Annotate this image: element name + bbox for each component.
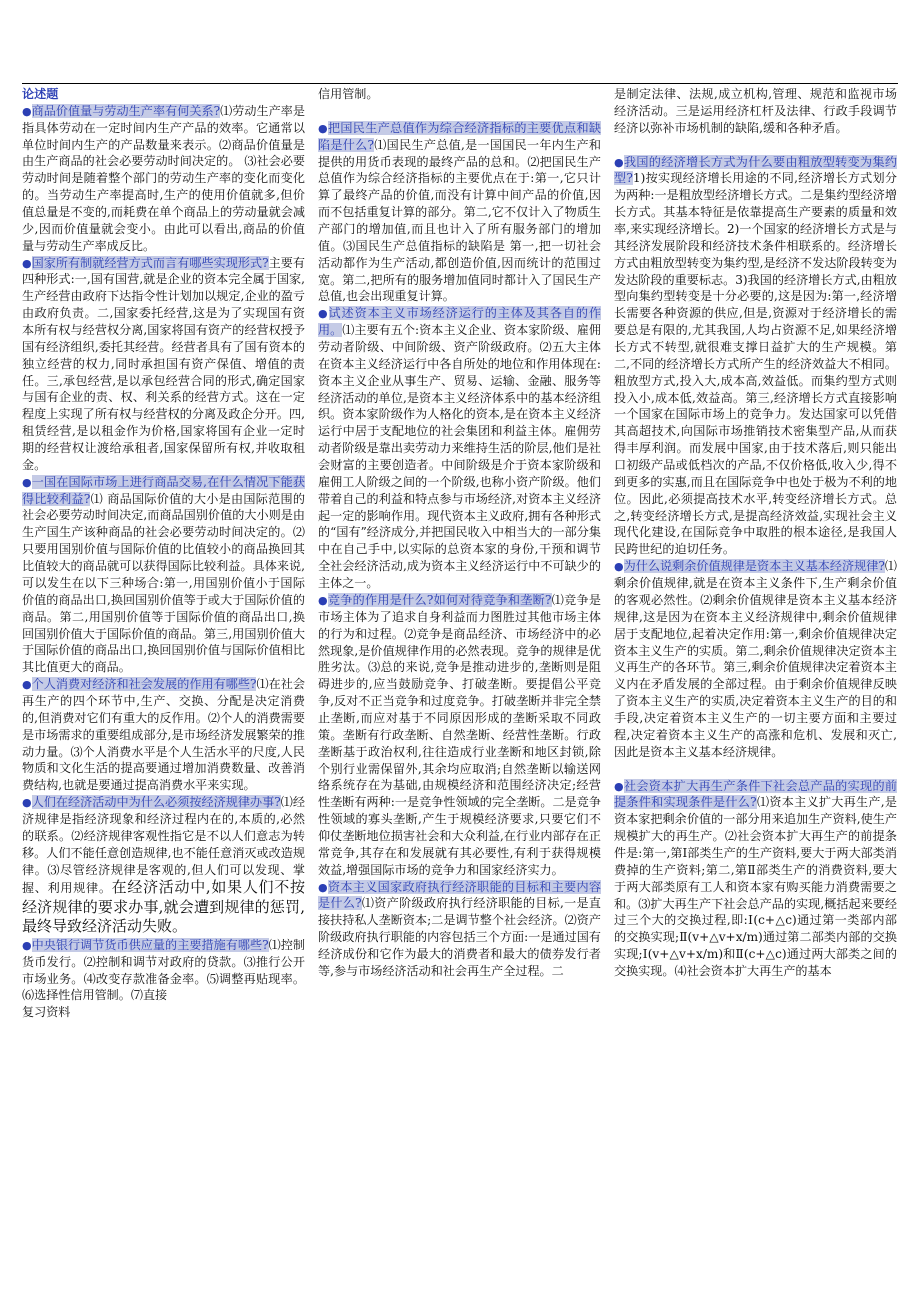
bullet-icon: ● (318, 307, 329, 321)
question-item (614, 558, 897, 760)
bullet-icon: ● (22, 678, 32, 692)
column-left (22, 86, 305, 1278)
continued-text: 是制定法律、法规,成立机构,管理、规范和监视市场经济活动。三是运用经济杠杆及法律、行政手段调节经济以弥补市场机制的缺陷,缓和各种矛盾。 (614, 87, 897, 135)
bullet-icon: ● (614, 560, 624, 574)
answer-text: ⑴资产阶级政府执行经济职能的目标,一是直接扶持私人垄断资本;二是调节整个社会经济。⑵资产阶级政府执行职能的内容包括三个方面:一是通过国有经济成份和它作为最大的消费者和最大的债券发行者等,参与市场经济活动和社会再生产全过程。二 (318, 896, 601, 978)
bullet-icon: ● (614, 779, 624, 793)
question-item (22, 103, 305, 255)
question-title: 我国的经济增长方式为什么要由粗放型转变为集约型? (614, 154, 897, 186)
question-title: 把国民生产总值作为综合经济指标的主要优点和缺陷是什么? (318, 120, 601, 152)
question-item (22, 255, 305, 474)
spacer (614, 137, 897, 154)
bullet-icon: ● (318, 880, 328, 894)
question-item (22, 937, 305, 1004)
question-title: 商品价值量与劳动生产率有何关系? (31, 103, 221, 118)
question-item (318, 305, 601, 592)
answer-text-large: 在经济活动中,如果人们不按经济规律的要求办事,就会遭到规律的惩罚,最终导致经济活动失败。 (22, 878, 305, 936)
bullet-icon: ● (22, 475, 32, 489)
continued-text: 信用管制。 (318, 87, 379, 101)
header-rule (22, 83, 898, 84)
question-title: 试述资本主义市场经济运行的主体及其各自的作用。 (318, 306, 601, 338)
answer-text: ⑴ 商品国际价值的大小是由国际范围的社会必要劳动时间决定,而商品国别价值的大小则是由生产国生产该种商品的社会必要劳动时间决定的。⑵只要用国别价值与国际价值的比值较小的商品换回其比值较大的商品就可以获得国际比较利益。具体来说,可以发生在以下三种场合:第一,用国别价值小于国际价值的商品出口,换回国别价值等于或大于国际价值的商品。第二,用国别价值等于国际价值的商品出口,换回国别价值大于国际价值的商品。第三,用国别价值大于国际价值的商品出口,换回国别价值与国际价值相比其比值更大的商品。 (22, 491, 305, 675)
answer-text: ⑴国民生产总值,是一国国民一年内生产和提供的用货币表现的最终产品的总和。⑵把国民生产总值作为综合经济指标的主要优点在于:第一,它只计算了最终产品的价值,而没有计算中间产品的价值,因而不包括重复计算的部分。第二,它不仅计入了物质生产部门的增加值,而且也计入了所有服务部门的增加值。⑶国民生产总值指标的缺陷是 第一,把一切社会活动都作为生产活动,都创造价值,因而统计的范围过宽。第二,把所有的服务增加值同时都计入了国民生产总值,也会出现重复计算。 (318, 137, 601, 304)
question-item (318, 120, 601, 305)
section-title: 论述题 (22, 87, 59, 101)
bullet-icon: ● (318, 593, 328, 607)
answer-text: 1)按实现经济增长用途的不同,经济增长方式划分为两种:一是粗放型经济增长方式。二是集约型经济增长方式。其基本特征是依靠提高生产要素的质量和效率,来实现经济增长。2)一个国家的经济增长方式是与其经济发展阶段和经济技术条件相联系的。经济增长方式由粗放型转变为集约型,是经济不发达阶段转变为发达阶段的重要标志。3)我国的经济增长方式,由粗放型向集约型转变是十分必要的,这是因为:第一,经济增长需要各种资源的供应,但是,资源对于经济增长的需要总是有限的,尤其我国,人均占资源不足,如果经济增长方式不转型,就很难支撑日益扩大的生产规模。第二,不同的经济增长方式所产生的经济效益大不相同。粗放型方式,投入大,成本高,效益低。而集约型方式则投入小,成本低,效益高。第三,经济增长方式直接影响一个国家在国际市场上的竞争力。发达国家可以凭借其高超技术,向国际市场推销技术密集型产品,从而获得丰厚利润。而发展中国家,由于技术落后,则只能出口初级产品或低档次的产品,不仅价格低,收入少,得不到更多的实惠,而且在国际竞争中也处于极为不利的地位。因此,必须提高技术水平,转变经济增长方式。总之,转变经济增长方式,是提高经济效益,实现社会主义现代化建设,在国际竞争中取胜的根本途径,是我国人民跨世纪的迫切任务。 (614, 171, 897, 557)
answer-text: ⑴竞争是市场主体为了追求自身利益而力图胜过其他市场主体的行为和过程。⑵竞争是商品经济、市场经济中的必然现象,是价值规律作用的必然表现。竞争的规律是优胜劣汰。⑶总的来说,竞争是推动进步的,垄断则是阻碍进步的,应当鼓励竞争、打破垄断。要提倡公平竞争,反对不正当竞争和过度竞争。打破垄断并非完全禁止垄断,而应对基于不同原因形成的垄断采取不同政策。垄断有行政垄断、自然垄断、经营性垄断。行政垄断基于政治权利,往往造成行业垄断和地区封锁,除个别行业需保留外,其余均应取消;自然垄断以输送网络系统存在为基础,由规模经济和范围经济决定;经营性垄断有两种:一是竞争性领域的完全垄断。二是竞争性领域的寡头垄断,产生于规模经济要求,只要它们不仰仗垄断地位损害社会和大众利益,在行业内部存在正常竞争,其存在和发展就有其必要性,有利于获得规模效益,增强国际市场的竞争力和国家经济实力。 (318, 592, 601, 877)
question-item (318, 592, 601, 879)
question-title: 人们在经济活动中为什么必须按经济规律办事? (31, 795, 281, 810)
bullet-icon: ● (22, 104, 32, 118)
question-title: 为什么说剩余价值规律是资本主义基本经济规律? (623, 559, 885, 574)
answer-text: ⑴剩余价值规律,就是在资本主义条件下,生产剩余价值的客观必然性。⑵剩余价值规律是资本主义基本经济规律,这是因为在资本主义经济规律中,剩余价值规律居于支配地位,起着决定作用:第一,剩余价值规律决定资本主义生产的实质。第二,剩余价值规律决定资本主义再生产的各环节。第三,剩余价值规律决定着资本主义内在矛盾发展的全部过程。由于剩余价值规律反映了资本主义生产的实质,决定着资本主义生产的目的和手段,决定着资本主义生产的一切主要方面和主要过程,决定着资本主义生产的高涨和危机、发展和灭亡,因此是资本主义基本经济规律。 (614, 559, 897, 759)
question-title: 个人消费对经济和社会发展的作用有哪些? (31, 677, 257, 692)
bullet-icon: ● (318, 121, 328, 135)
column-right (614, 86, 897, 1266)
question-title: 社会资本扩大再生产条件下社会总产品的实现的前提条件和实现条件是什么? (614, 778, 897, 810)
question-item (22, 474, 305, 676)
answer-text: 主要有四种形式:一,国有国营,就是企业的资本完全属于国家,生产经营由政府下达指令性计划加以规定,企业的盈亏由政府负责。二,国家委托经营,这是为了实现国有资本所有权与经营权分离,国家将国有资产的经营权授予国有经济组织,委托其经营。经营者具有了国有资本的独立经营的权力,同时承担国有资产保值、增值的责任。三,承包经营,是以承包经营合同的形式,确定国家与国有企业的责、权、利关系的经营方式。这在一定程度上实现了所有权与经营权的分离及政企分开。四,租赁经营,是以租金作为价格,国家将国有企业一定时期的经营权让渡给承租者,国家保留所有权,并收取租金。 (22, 255, 305, 472)
question-title: 资本主义国家政府执行经济职能的目标和主要内容是什么? (318, 879, 601, 911)
question-title: 竞争的作用是什么?如何对待竞争和垄断? (327, 592, 552, 607)
answer-text: ⑴在社会再生产的四个环节中,生产、交换、分配是决定消费的,但消费对它们有重大的反作用。⑵个人的消费需要是市场需求的重要组成部分,是市场经济发展繁荣的推动力量。⑶个人消费水平是个人生活水平的尺度,人民物质和文化生活的提高要通过增加消费数量、改善消费结构,也就是要通过提高消费水平来实现。 (22, 677, 305, 793)
question-item (614, 154, 897, 559)
bullet-icon: ● (22, 796, 32, 810)
question-title: 一国在国际市场上进行商品交易,在什么情况下能获得比较利益? (22, 474, 305, 506)
question-item (614, 778, 897, 980)
spacer (318, 103, 601, 120)
bullet-icon: ● (22, 938, 32, 952)
question-title: 国家所有制就经营方式而言有哪些实现形式? (31, 255, 269, 270)
question-item (318, 879, 601, 980)
column-middle (318, 86, 601, 1266)
answer-text: ⑴主要有五个:资本主义企业、资本家阶级、雇佣劳动者阶级、中间阶级、资产阶级政府。⑵五大主体在资本主义经济运行中各自所处的地位和作用体现在:资本主义企业从事生产、贸易、运输、金融、服务等经济活动的单位,是资本主义经济体系中的基本经济组织。资本家阶级作为人格化的资本,是在资本主义经济运行中居于支配地位的社会集团和利益主体。雇佣劳动者阶级是靠出卖劳动力来维持生活的阶层,他们是社会财富的主要创造者。中间阶级是介于资本家阶级和雇佣工人阶级之间的一个阶级,也称小资产阶级。他们带着自己的利益和特点参与市场经济,对资本主义经济起一定的影响作用。现代资本主义政府,拥有各种形式的“国有”经济成分,并把国民收入中相当大的一部分集中在自己手中,以实际的总资本家的身份,干预和调节全社会经济活动,成为资本主义经济运行中不可缺少的主体之一。 (318, 323, 601, 591)
bullet-icon: ● (614, 155, 624, 169)
question-item (22, 676, 305, 794)
answer-text: ⑴控制货币发行。⑵控制和调节对政府的贷款。⑶推行公开市场业务。⑷改变存款准备金率。⑸调整再贴现率。⑹选择性信用管制。⑺直接 (22, 937, 305, 1003)
answer-text: ⑴资本主义扩大再生产,是资本家把剩余价值的一部分用来追加生产资料,使生产规模扩大的再生产。⑵社会资本扩大再生产的前提条件是:第一,第Ⅰ部类生产的生产资料,要大于两大部类消费掉的生产资料;第二,第Ⅱ部类生产的消费资料,要大于两大部类原有工人和资本家有购买能力消费需要之和。⑶扩大再生产下社会总产品的实现,概括起来要经过三个大的交换过程,即:Ⅰ(c+△c)通过第一类部内部的交换实现;Ⅱ(v+△v+x/m)通过第二部类内部的交换实现;Ⅰ(v+△v+x/m)和Ⅱ(c+△c)通过两大部类之间的交换实现。⑷社会资本扩大再生产的基本 (614, 795, 897, 978)
answer-text: ⑴经济规律是指经济现象和经济过程内在的,本质的,必然的联系。⑵经济规律客观性指它是不以人们意志为转移。人们不能任意创造规律,也不能任意消灭或改造规律。⑶尽管经济规律是客观的,但人们可以发现、掌握、利用规律。 (22, 795, 305, 896)
spacer (614, 761, 897, 778)
question-item (22, 794, 305, 937)
question-title: 中央银行调节货币供应量的主要措施有哪些? (31, 937, 269, 952)
answer-text: ⑴劳动生产率是指具体劳动在一定时间内生产产品的效率。它通常以单位时间内生产的产品数量来表示。⑵商品价值量是由生产商品的社会必要劳动时间决定的。 ⑶社会必要劳动时间是随着整个部门的劳动生产率的变化而变化的。当劳动生产率提高时,生产的使用价值就多,但价值总量是不变的,而耗费在单个商品上的劳动量就会减少,因而价值量就会变小。由此可以看出,商品的价值量与劳动生产率成反比。 (22, 103, 305, 253)
footer-text: 复习资料 (22, 1005, 71, 1020)
bullet-icon: ● (22, 256, 32, 270)
